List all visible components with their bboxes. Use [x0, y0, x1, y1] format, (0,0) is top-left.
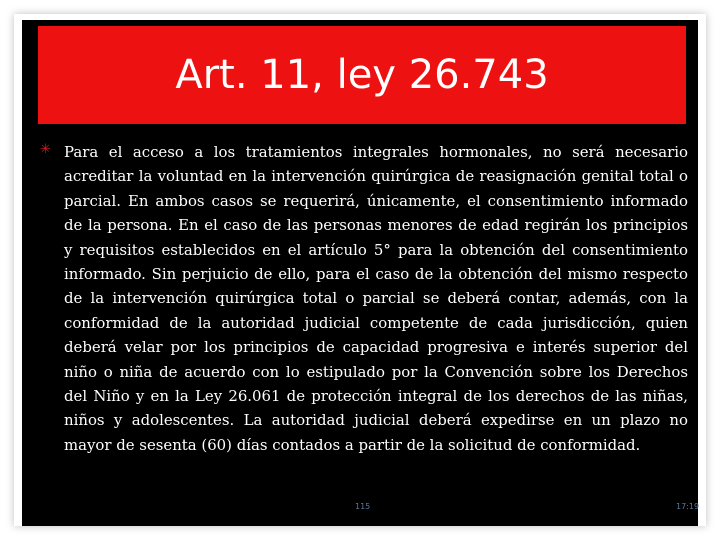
asterisk-bullet-icon: ✳ — [40, 142, 51, 157]
page-number-right: 17:19 — [676, 502, 700, 511]
page-number-left: 115 — [355, 502, 371, 511]
slide-title: Art. 11, ley 26.743 — [175, 52, 549, 98]
title-bar — [38, 26, 686, 124]
bullet-paragraph: Para el acceso a los tratamientos integrales hormonales, no será necesario acreditar la voluntad en la intervención quirúrgica de reasignación genital total o parcial. En ambos casos se requerirá, únicamente, el consentimiento informado de la persona. En el caso de las personas menores de edad regirán los principios y requisitos establecidos en el artículo 5° para la obtención del consentimiento informado. Sin perjuicio de ello, para el caso de la obtención del mismo respecto de la intervención quirúrgica total o parcial se deberá contar, además, con la conformidad de la autoridad judicial competente de cada jurisdicción, quien deberá velar por los principios de capacidad progresiva e interés superior del niño o niña de acuerdo con lo estipulado por la Convención sobre los Derechos del Niño y en la Ley 26.061 de protección integral de los derechos de las niñas, niños y adolescentes. La autoridad judicial deberá expedirse en un plazo no mayor de sesenta (60) días contados a partir de la solicitud de conformidad. — [64, 143, 688, 454]
